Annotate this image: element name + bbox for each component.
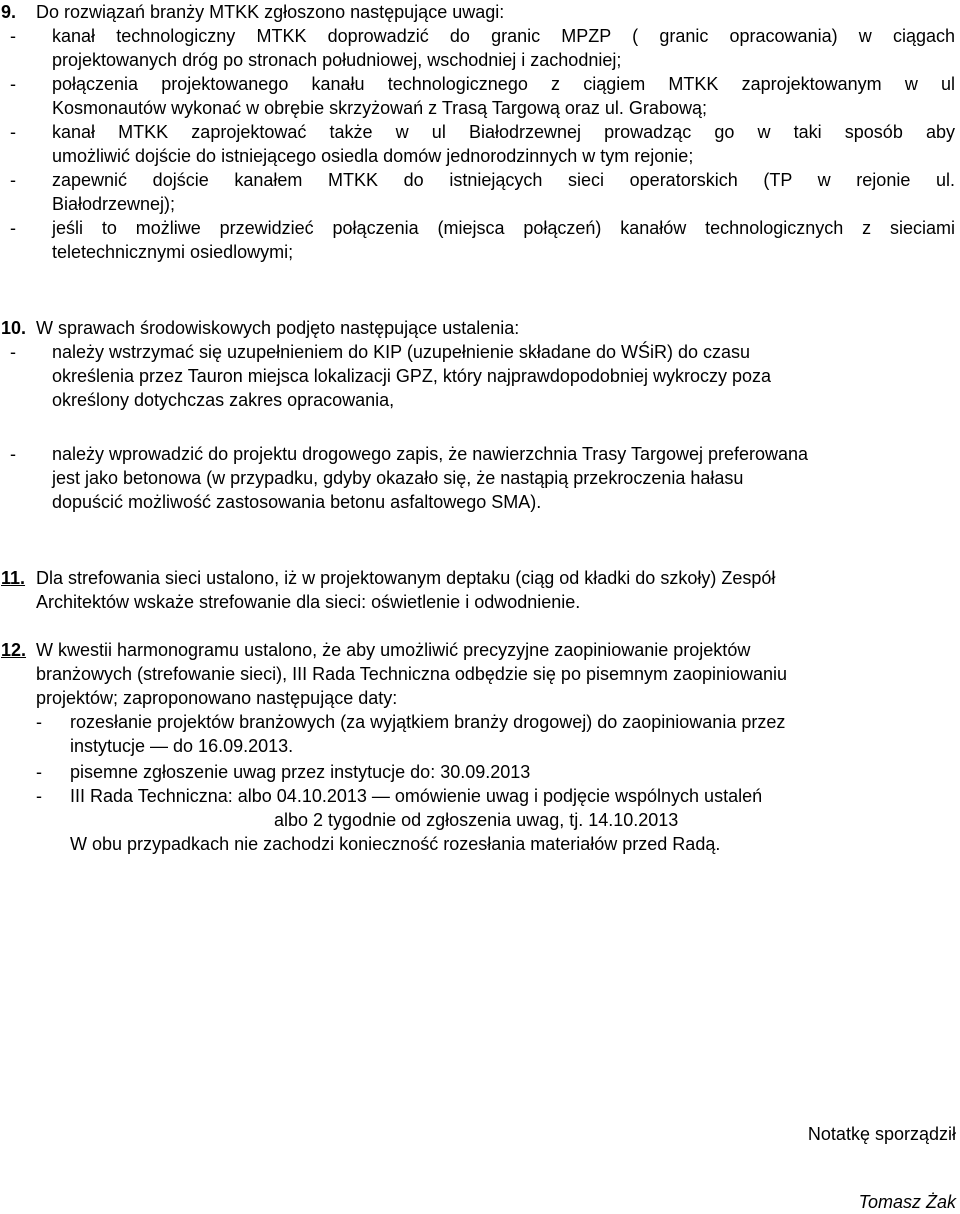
list-item-text: pisemne zgłoszenie uwag przez instytucje do: 30.09.2013 xyxy=(70,762,531,782)
list-bullet: - xyxy=(36,712,42,732)
list-item-text: należy wprowadzić do projektu drogowego zapis, że nawierzchnia Trasy Targowej preferowana xyxy=(52,444,809,464)
paragraph-line: W kwestii harmonogramu ustalono, że aby umożliwić precyzyjne zaopiniowanie projektów xyxy=(36,640,751,660)
list-bullet: - xyxy=(10,74,16,94)
list-bullet: - xyxy=(10,218,16,238)
signature-name: Tomasz Żak xyxy=(858,1192,956,1212)
list-item-text: III Rada Techniczna: albo 04.10.2013 — omówienie uwag i podjęcie wspólnych ustaleń xyxy=(70,786,763,806)
list-bullet: - xyxy=(36,762,42,782)
section-intro: W sprawach środowiskowych podjęto następujące ustalenia: xyxy=(36,318,520,338)
list-item-text: Kosmonautów wykonać w obrębie skrzyżowań z Trasą Targową oraz ul. Grabową; xyxy=(52,98,707,118)
list-item-text: kanał MTKK zaprojektować także w ul Białodrzewnej prowadząc go w taki sposób aby xyxy=(52,122,955,142)
list-item-text: Białodrzewnej); xyxy=(52,194,176,214)
list-item-text: rozesłanie projektów branżowych (za wyjątkiem branży drogowej) do zaopiniowania przez xyxy=(70,712,786,732)
list-bullet: - xyxy=(36,786,42,806)
list-item-text: projektowanych dróg po stronach południowej, wschodniej i zachodniej; xyxy=(52,50,622,70)
list-item-text: określenia przez Tauron miejsca lokalizacji GPZ, który najprawdopodobniej wykroczy poza xyxy=(52,366,771,386)
list-item-text: zapewnić dojście kanałem MTKK do istniejących sieci operatorskich (TP w rejonie ul. xyxy=(52,170,955,190)
list-item-text: określony dotychczas zakres opracowania, xyxy=(52,390,395,410)
list-item-text: instytucje — do 16.09.2013. xyxy=(70,736,294,756)
section-number: 11. xyxy=(1,568,26,588)
closing-note: W obu przypadkach nie zachodzi konieczność rozesłania materiałów przed Radą. xyxy=(70,834,721,854)
list-item-text: dopuścić możliwość zastosowania betonu asfaltowego SMA). xyxy=(52,492,542,512)
section-number: 10. xyxy=(1,318,27,338)
list-item-text: kanał technologiczny MTKK doprowadzić do granic MPZP ( granic opracowania) w ciągach xyxy=(52,26,955,46)
paragraph-line: Architektów wskaże strefowanie dla sieci: oświetlenie i odwodnienie. xyxy=(36,592,581,612)
list-item-text: należy wstrzymać się uzupełnieniem do KIP (uzupełnienie składane do WŚiR) do czasu xyxy=(52,342,751,362)
paragraph-line: Dla strefowania sieci ustalono, iż w projektowanym deptaku (ciąg od kładki do szkoły) Zespół xyxy=(36,568,776,588)
list-bullet: - xyxy=(10,26,16,46)
list-item-text: połączenia projektowanego kanału technologicznego z ciągiem MTKK zaprojektowanym w ul xyxy=(52,74,955,94)
list-item-text: albo 2 tygodnie od zgłoszenia uwag, tj. 14.10.2013 xyxy=(274,810,679,830)
paragraph-line: projektów; zaproponowano następujące daty: xyxy=(36,688,398,708)
list-bullet: - xyxy=(10,444,16,464)
section-intro: Do rozwiązań branży MTKK zgłoszono następujące uwagi: xyxy=(36,2,505,22)
paragraph-line: branżowych (strefowanie sieci), III Rada Techniczna odbędzie się po pisemnym zaopiniowaniu xyxy=(36,664,788,684)
list-item-text: umożliwić dojście do istniejącego osiedla domów jednorodzinnych w tym rejonie; xyxy=(52,146,694,166)
list-bullet: - xyxy=(10,122,16,142)
signature-label: Notatkę sporządził xyxy=(807,1124,956,1144)
list-item-text: jeśli to możliwe przewidzieć połączenia (miejsca połączeń) kanałów technologicznych z sieciami xyxy=(52,218,955,238)
list-item-text: jest jako betonowa (w przypadku, gdyby okazało się, że nastąpią przekroczenia hałasu xyxy=(52,468,744,488)
list-bullet: - xyxy=(10,170,16,190)
section-number: 9. xyxy=(1,2,17,22)
list-bullet: - xyxy=(10,342,16,362)
list-item-text: teletechnicznymi osiedlowymi; xyxy=(52,242,294,262)
section-number: 12. xyxy=(1,640,27,660)
